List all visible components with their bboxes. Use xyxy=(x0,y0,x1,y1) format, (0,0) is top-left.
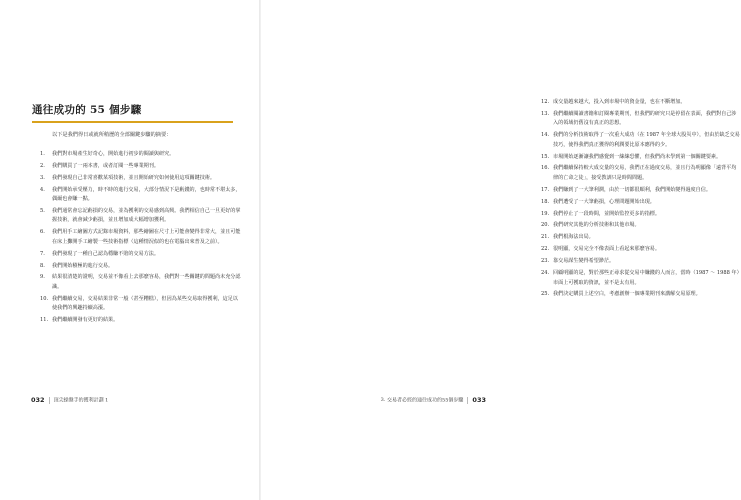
item-text: 成交量越來越大，投入到市場中的資金量，也在不斷增加。 xyxy=(553,99,686,105)
item-number: 17. xyxy=(541,186,550,193)
item-number: 23. xyxy=(541,258,550,265)
item-number: 15. xyxy=(541,153,550,160)
item-text: 我們的分析技術取得了一次重大成功（在 1987 年全球大股災中），但由於缺乏交易技巧，使得我們真正獲得的利潤要比原本應得的少。 xyxy=(553,132,740,148)
chapter-running-head: 交易者必經的通往成功的55個步驟 xyxy=(387,397,464,404)
left-footer xyxy=(31,396,108,404)
list-item xyxy=(541,257,741,266)
item-text: 我們購買了一兩本書，或者訂閱一些專業期刊。 xyxy=(52,162,159,169)
title-underline xyxy=(32,121,233,123)
item-number: 7. xyxy=(40,250,45,257)
list-item xyxy=(40,250,242,259)
item-text: 我們繼續交易，交易結果非常一般（甚至糟糕），但因為某些交易取得獲利，這足以使我們的興趣持續高漲。 xyxy=(52,295,238,312)
item-text: 我們繼續開發有更好的結果。 xyxy=(52,317,119,324)
page-number-right: 033 xyxy=(472,396,486,404)
list-item xyxy=(541,131,741,150)
page-number-left: 032 xyxy=(31,396,45,404)
item-text: 我們對市場產生好奇心，開始進行初步的閱讀與研究。 xyxy=(52,151,175,157)
item-number: 8. xyxy=(40,262,45,269)
item-text: 我們根海法出局。 xyxy=(553,234,594,241)
list-item xyxy=(40,273,242,292)
list-item xyxy=(541,221,741,230)
step-list-left xyxy=(40,150,242,328)
item-text: 我們發現了一種自己認為穩賺不賠的交易方法。 xyxy=(52,250,159,257)
list-item xyxy=(40,228,242,247)
list-item xyxy=(541,245,741,254)
list-item xyxy=(40,207,242,226)
item-text: 回顧明顯的是，對於那些正尋求從交易中賺錢的人而言，當時（1987 ～ 1988 年）市面上可獲取的資訊，並不是太有用。 xyxy=(553,270,740,286)
item-number: 25. xyxy=(541,291,550,298)
list-item xyxy=(541,290,741,299)
right-page xyxy=(261,0,740,500)
item-text: 我們發現自己非常喜歡某項技術，並且開始研究如何使用這項關鍵技術。 xyxy=(52,174,216,181)
item-text: 我們繼續保持較大成交量的交易，我們正在過度交易，並且行為明顯像「遠背平均律的亡命之徒」，接受教訓只是時間問題。 xyxy=(553,165,737,181)
item-number: 3. xyxy=(40,174,45,181)
book-title-running-head: 頂尖操盤手的獲利計劃 1 xyxy=(53,397,109,404)
item-text: 靠交易謀生變得希望渺茫。 xyxy=(553,258,615,265)
left-page xyxy=(0,0,259,500)
item-number: 18. xyxy=(541,198,550,205)
list-item xyxy=(541,210,741,219)
item-text: 我們停止了一段時間，並開始監控更多的指標。 xyxy=(553,210,660,217)
section-title: 通往成功的 55 個步驟 xyxy=(32,104,142,116)
item-text: 我們開始積極的進行交易。 xyxy=(52,262,114,269)
list-item xyxy=(40,174,242,183)
item-number: 2. xyxy=(40,162,45,169)
item-text: 我們繼續閱讀書籍和訂閱專業期刊，但我們的研究只是停留在表面，我們對自己涉入的領域仍舊沒有真正的思想。 xyxy=(553,110,737,127)
item-text: 市場開始逐漸讓我們感覺到一絲絲恐懼，但我們尚未學到第一個關鍵要素。 xyxy=(553,153,722,160)
list-item xyxy=(541,164,741,183)
list-item xyxy=(541,98,741,107)
item-text: 很明顯，交易完全不像表面上看起來那麼容易。 xyxy=(553,246,660,253)
list-item xyxy=(541,269,741,288)
item-text: 我們賺到了一大筆利潤，由於一切都很順利，我們開始變得過度自信。 xyxy=(553,186,711,193)
item-number: 22. xyxy=(541,246,550,253)
item-number: 5. xyxy=(40,208,45,215)
footer-divider xyxy=(467,397,468,404)
list-item xyxy=(541,233,741,242)
item-number: 20. xyxy=(541,222,550,229)
footer-divider xyxy=(49,397,50,404)
item-text: 我們決定購買上述空白，考慮創辦一個專業期刊來講解交易原理。 xyxy=(553,291,701,298)
item-number: 21. xyxy=(541,234,550,241)
list-item xyxy=(541,110,741,129)
item-number: 9. xyxy=(40,274,45,281)
list-item xyxy=(40,162,242,171)
list-item xyxy=(40,186,242,205)
list-item xyxy=(40,295,242,314)
item-text: 我們通常會忘記虧損的交易，並為獲利的交易感到高興。我們相信自己一旦更好的掌握技術，就會減少虧損，並且增加成大幅增加獲利。 xyxy=(52,208,241,224)
item-text: 我們用手工繪圖方式記錄市場資料，那些繪圖在尺寸上可能會變得非常大，並且可能在床上攤開手工繪製一些技術指標（這種情況似的也在電腦出來普及之前）。 xyxy=(52,229,241,245)
item-number: 12. xyxy=(541,99,550,105)
item-number: 4. xyxy=(40,186,45,193)
item-text: 我們開始承受壓力，時不時的進行交易，大部分情況下是虧錢的，也時常不堪太多，偶爾也會賺一點。 xyxy=(52,186,241,203)
item-number: 19. xyxy=(541,210,550,217)
item-number: 6. xyxy=(40,229,45,236)
item-number: 24. xyxy=(541,270,550,277)
item-text: 我們遭受了一大筆虧損，心理問題開始出現。 xyxy=(553,198,655,205)
step-list-right xyxy=(541,98,741,302)
item-number: 10. xyxy=(40,295,49,302)
list-item xyxy=(541,153,741,162)
list-item xyxy=(541,198,741,207)
item-number: 13. xyxy=(541,110,550,117)
list-item xyxy=(40,150,242,159)
item-text: 結果很清楚的證明，交易並不像看上去那麼容易，我們對一些關鍵的問題尚未充分認識。 xyxy=(52,274,241,290)
right-footer xyxy=(381,396,486,404)
list-item xyxy=(40,316,242,325)
item-number: 1. xyxy=(40,151,45,157)
chapter-number: 3. xyxy=(380,397,386,403)
list-item xyxy=(40,262,242,271)
item-number: 14. xyxy=(541,132,550,139)
item-number: 16. xyxy=(541,165,550,172)
list-item xyxy=(541,186,741,195)
intro-paragraph: 以下是我們得日或就所稍歷的全部關鍵步驟的摘要： xyxy=(52,132,172,138)
item-number: 11. xyxy=(40,317,49,324)
item-text: 我們研究其他的分析技術和其他市場。 xyxy=(553,222,640,229)
